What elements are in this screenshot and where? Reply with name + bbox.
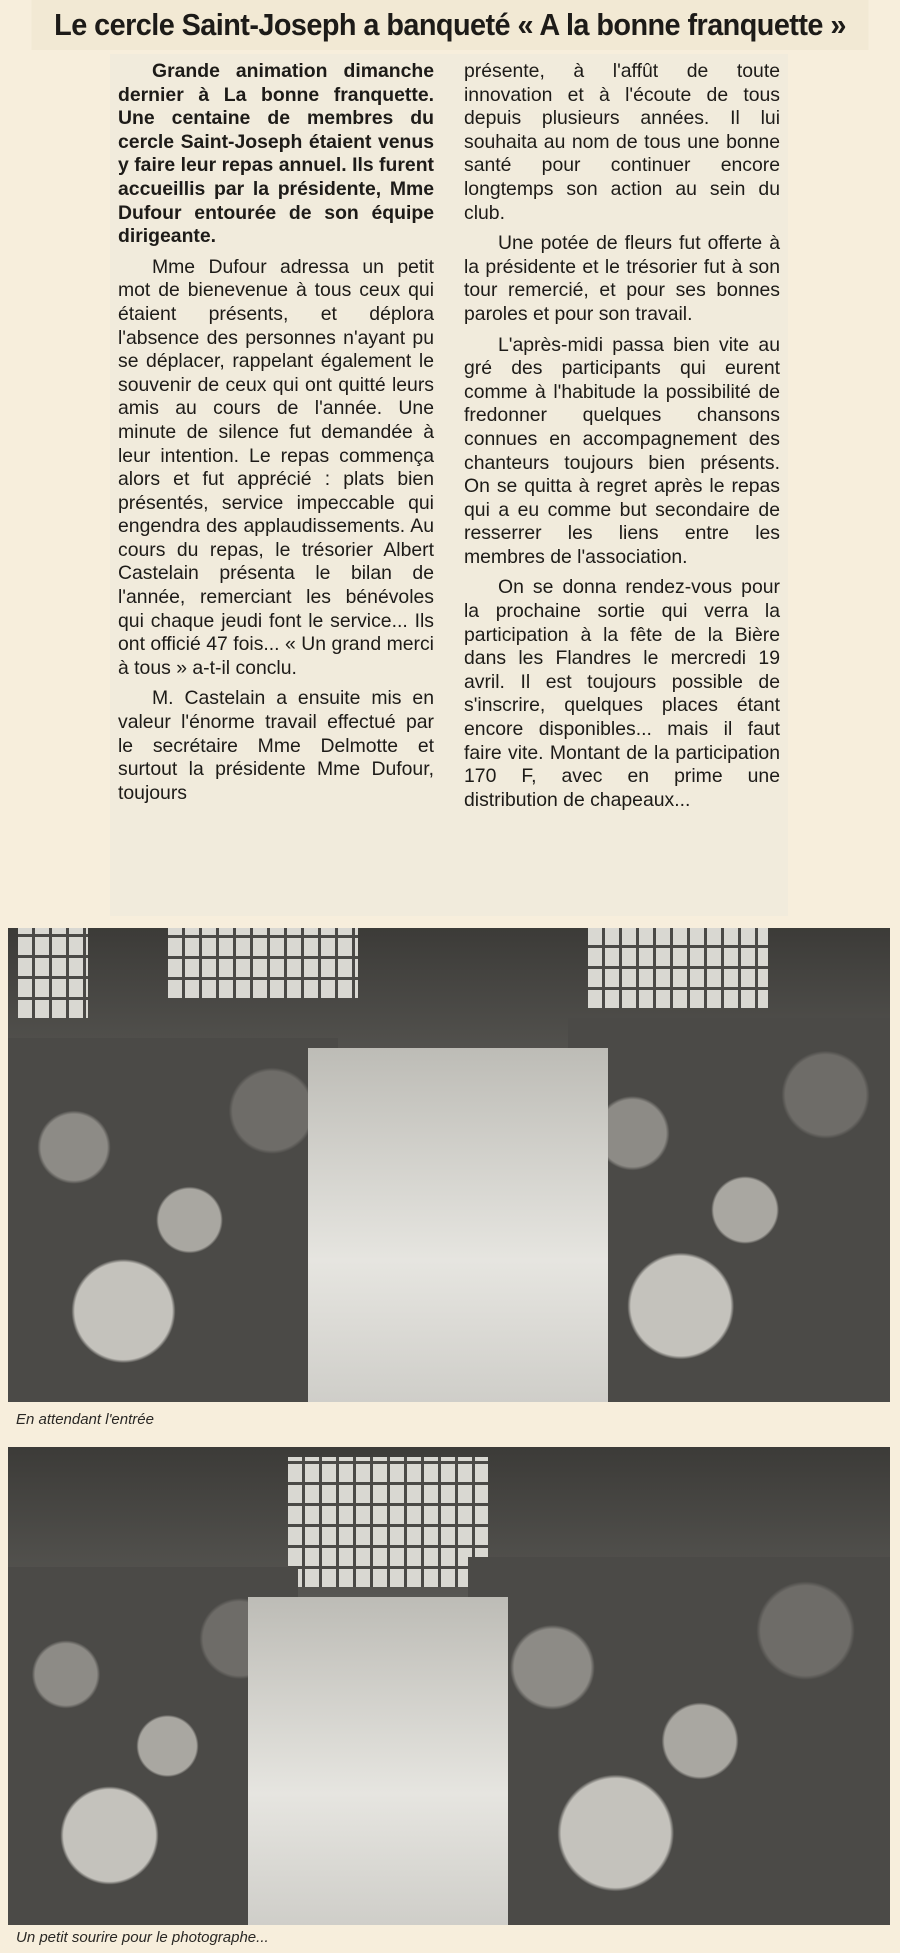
paragraph: M. Castelain a ensuite mis en valeur l'énorme travail effectué par le secrétaire Mme Delmotte et surtout la présidente Mme Dufour, toujours <box>118 687 434 804</box>
headline: Le cercle Saint-Joseph a banqueté « A la bonne franquette » <box>32 0 869 50</box>
photo-window <box>288 1457 488 1587</box>
photo-banquet-hall <box>8 928 890 1402</box>
paragraph: L'après-midi passa bien vite au gré des participants qui eurent comme à l'habitude la possibilité de fredonner quelques chansons connues en accompagnement des chanteurs toujours bien présents. On se quitta à regret après le repas qui a eu comme but secondaire de resserrer les liens entre les membres de l'association. <box>464 333 780 568</box>
article-column-left <box>118 60 434 805</box>
photo-caption-2: Un petit sourire pour le photographe... <box>16 1929 269 1946</box>
article-body <box>110 54 788 916</box>
article-column-right <box>464 60 780 812</box>
paragraph: On se donna rendez-vous pour la prochaine sortie qui verra la participation à la fête de la Bière dans les Flandres le mercredi 19 avril. Il est toujours possible de s'inscrire, quelques places étant encore disponibles... mais il faut faire vite. Montant de la participation 170 F, avec en prime une distribution de chapeaux... <box>464 576 780 811</box>
lead-paragraph: Grande animation dimanche dernier à La bonne franquette. Une centaine de membres du cercle Saint-Joseph étaient venus y faire leur repas annuel. Ils furent accueillis par la présidente, Mme Dufour entourée de son équipe dirigeante. <box>118 60 434 248</box>
paragraph: Mme Dufour adressa un petit mot de bienevenue à tous ceux qui étaient présents, et déplora l'absence des personnes n'ayant pu se déplacer, rappelant également le souvenir de ceux qui ont quitté leurs amis au cours de l'année. Une minute de silence fut demandée à leur intention. Le repas commença alors et fut apprécié : plats bien présentés, service impeccable qui engendra des applaudissements. Au cours du repas, le trésorier Albert Castelain présenta le bilan de l'année, remerciant les bénévoles qui chaque jeudi font le service... Ils ont officié 47 fois... « Un grand merci à tous » a-t-il conclu. <box>118 255 434 679</box>
photo-window <box>588 928 768 1008</box>
photo-guests-right <box>568 1018 890 1402</box>
photo-banquet-table <box>308 1048 608 1402</box>
photo-guests-smiling <box>8 1447 890 1925</box>
photo-caption-1: En attendant l'entrée <box>16 1411 154 1428</box>
photo-window <box>18 928 88 1018</box>
photo-guests-left <box>8 1038 338 1402</box>
photo-window <box>168 928 358 998</box>
paragraph: présente, à l'affût de toute innovation et à l'écoute de tous depuis plusieurs années. Il lui souhaita au nom de tous une bonne santé pour continuer encore longtemps son action au sein du club. <box>464 60 780 224</box>
photo-guests-right <box>468 1557 890 1925</box>
photo-banquet-table <box>248 1597 508 1925</box>
paragraph: Une potée de fleurs fut offerte à la présidente et le trésorier fut à son tour remercié, et pour ses bonnes paroles et pour son travail. <box>464 232 780 325</box>
